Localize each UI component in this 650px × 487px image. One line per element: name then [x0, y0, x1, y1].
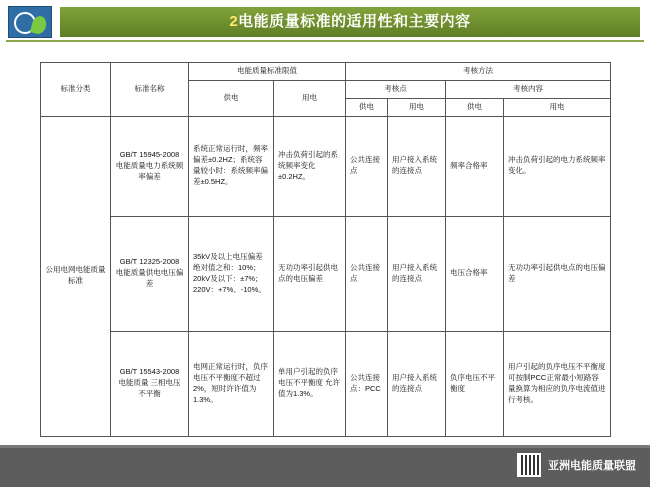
brand-name: 亚洲电能质量联盟: [548, 460, 636, 472]
slide-header: [0, 0, 650, 44]
header-divider: [6, 40, 644, 42]
th-point-use: 用电: [388, 98, 446, 116]
th-standard-category: 标准分类: [41, 63, 111, 117]
th-content-supply: 供电: [446, 98, 504, 116]
cell-point-supply: 公共连接点：PCC: [346, 331, 388, 436]
cell-point-use: 用户接入系统的连接点: [388, 216, 446, 331]
cell-content-supply: 负序电压不平衡度: [446, 331, 504, 436]
cell-content-supply: 频率合格率: [446, 116, 504, 216]
cell-point-supply: 公共连接点: [346, 216, 388, 331]
th-content-use: 用电: [504, 98, 611, 116]
cell-limit-use: 冲击负荷引起的系统频率变化±0.2HZ。: [274, 116, 346, 216]
cell-point-use: 用户接入系统的连接点: [388, 331, 446, 436]
page-title: [60, 7, 640, 37]
company-logo-icon: [8, 6, 52, 38]
th-point-supply: 供电: [346, 98, 388, 116]
brand-block: [517, 453, 636, 477]
table-header-row-1: [41, 63, 611, 81]
cell-standard-name: GB/T 12325-2008 电能质量供电电压偏差: [111, 216, 189, 331]
th-group-point: 考核点: [346, 80, 446, 98]
cell-standard-name: GB/T 15945-2008 电能质量电力系统频率偏差: [111, 116, 189, 216]
page-title-number: 2: [229, 13, 239, 30]
th-limit-supply: 供电: [189, 80, 274, 116]
cell-point-use: 用户接入系统的连接点: [388, 116, 446, 216]
th-group-content: 考核内容: [446, 80, 611, 98]
cell-standard-category: 公用电网电能质量标准: [41, 116, 111, 436]
qr-code-icon: [517, 453, 541, 477]
table-row: [41, 331, 611, 436]
th-group-limits: 电能质量标准限值: [189, 63, 346, 81]
header-title-bar: [60, 7, 640, 37]
cell-point-supply: 公共连接点: [346, 116, 388, 216]
cell-limit-supply: 35kV及以上电压偏差绝对值之和：10%；20kV及以下：±7%；220V：+7%、-10%。: [189, 216, 274, 331]
cell-limit-supply: 电网正常运行时，负序电压不平衡度不超过2%，短时许许值为1.3%。: [189, 331, 274, 436]
cell-standard-name: GB/T 15543-2008 电能质量 三相电压不平衡: [111, 331, 189, 436]
table-row: [41, 116, 611, 216]
standards-table-container: [40, 62, 610, 437]
th-limit-use: 用电: [274, 80, 346, 116]
cell-content-use: 冲击负荷引起的电力系统频率变化。: [504, 116, 611, 216]
th-standard-name: 标准名称: [111, 63, 189, 117]
cell-content-use: 无功功率引起供电点的电压偏差: [504, 216, 611, 331]
th-group-method: 考核方法: [346, 63, 611, 81]
cell-limit-use: 无功功率引起供电点的电压偏差: [274, 216, 346, 331]
cell-content-supply: 电压合格率: [446, 216, 504, 331]
cell-limit-supply: 系统正常运行时，频率偏差±0.2HZ；系统容量较小时：系统频率偏差±0.5HZ。: [189, 116, 274, 216]
slide-footer: [0, 445, 650, 487]
cell-content-use: 用户引起的负序电压不平衡度可按制PCC正常最小短路容量换算为相应的负序电流值进行考核。: [504, 331, 611, 436]
cell-limit-use: 单用户引起的负序电压不平衡度 允许值为1.3%。: [274, 331, 346, 436]
table-row: [41, 216, 611, 331]
footer-top-edge: [0, 445, 650, 448]
standards-table: [40, 62, 611, 437]
page-title-text: 电能质量标准的适用性和主要内容: [238, 13, 471, 30]
